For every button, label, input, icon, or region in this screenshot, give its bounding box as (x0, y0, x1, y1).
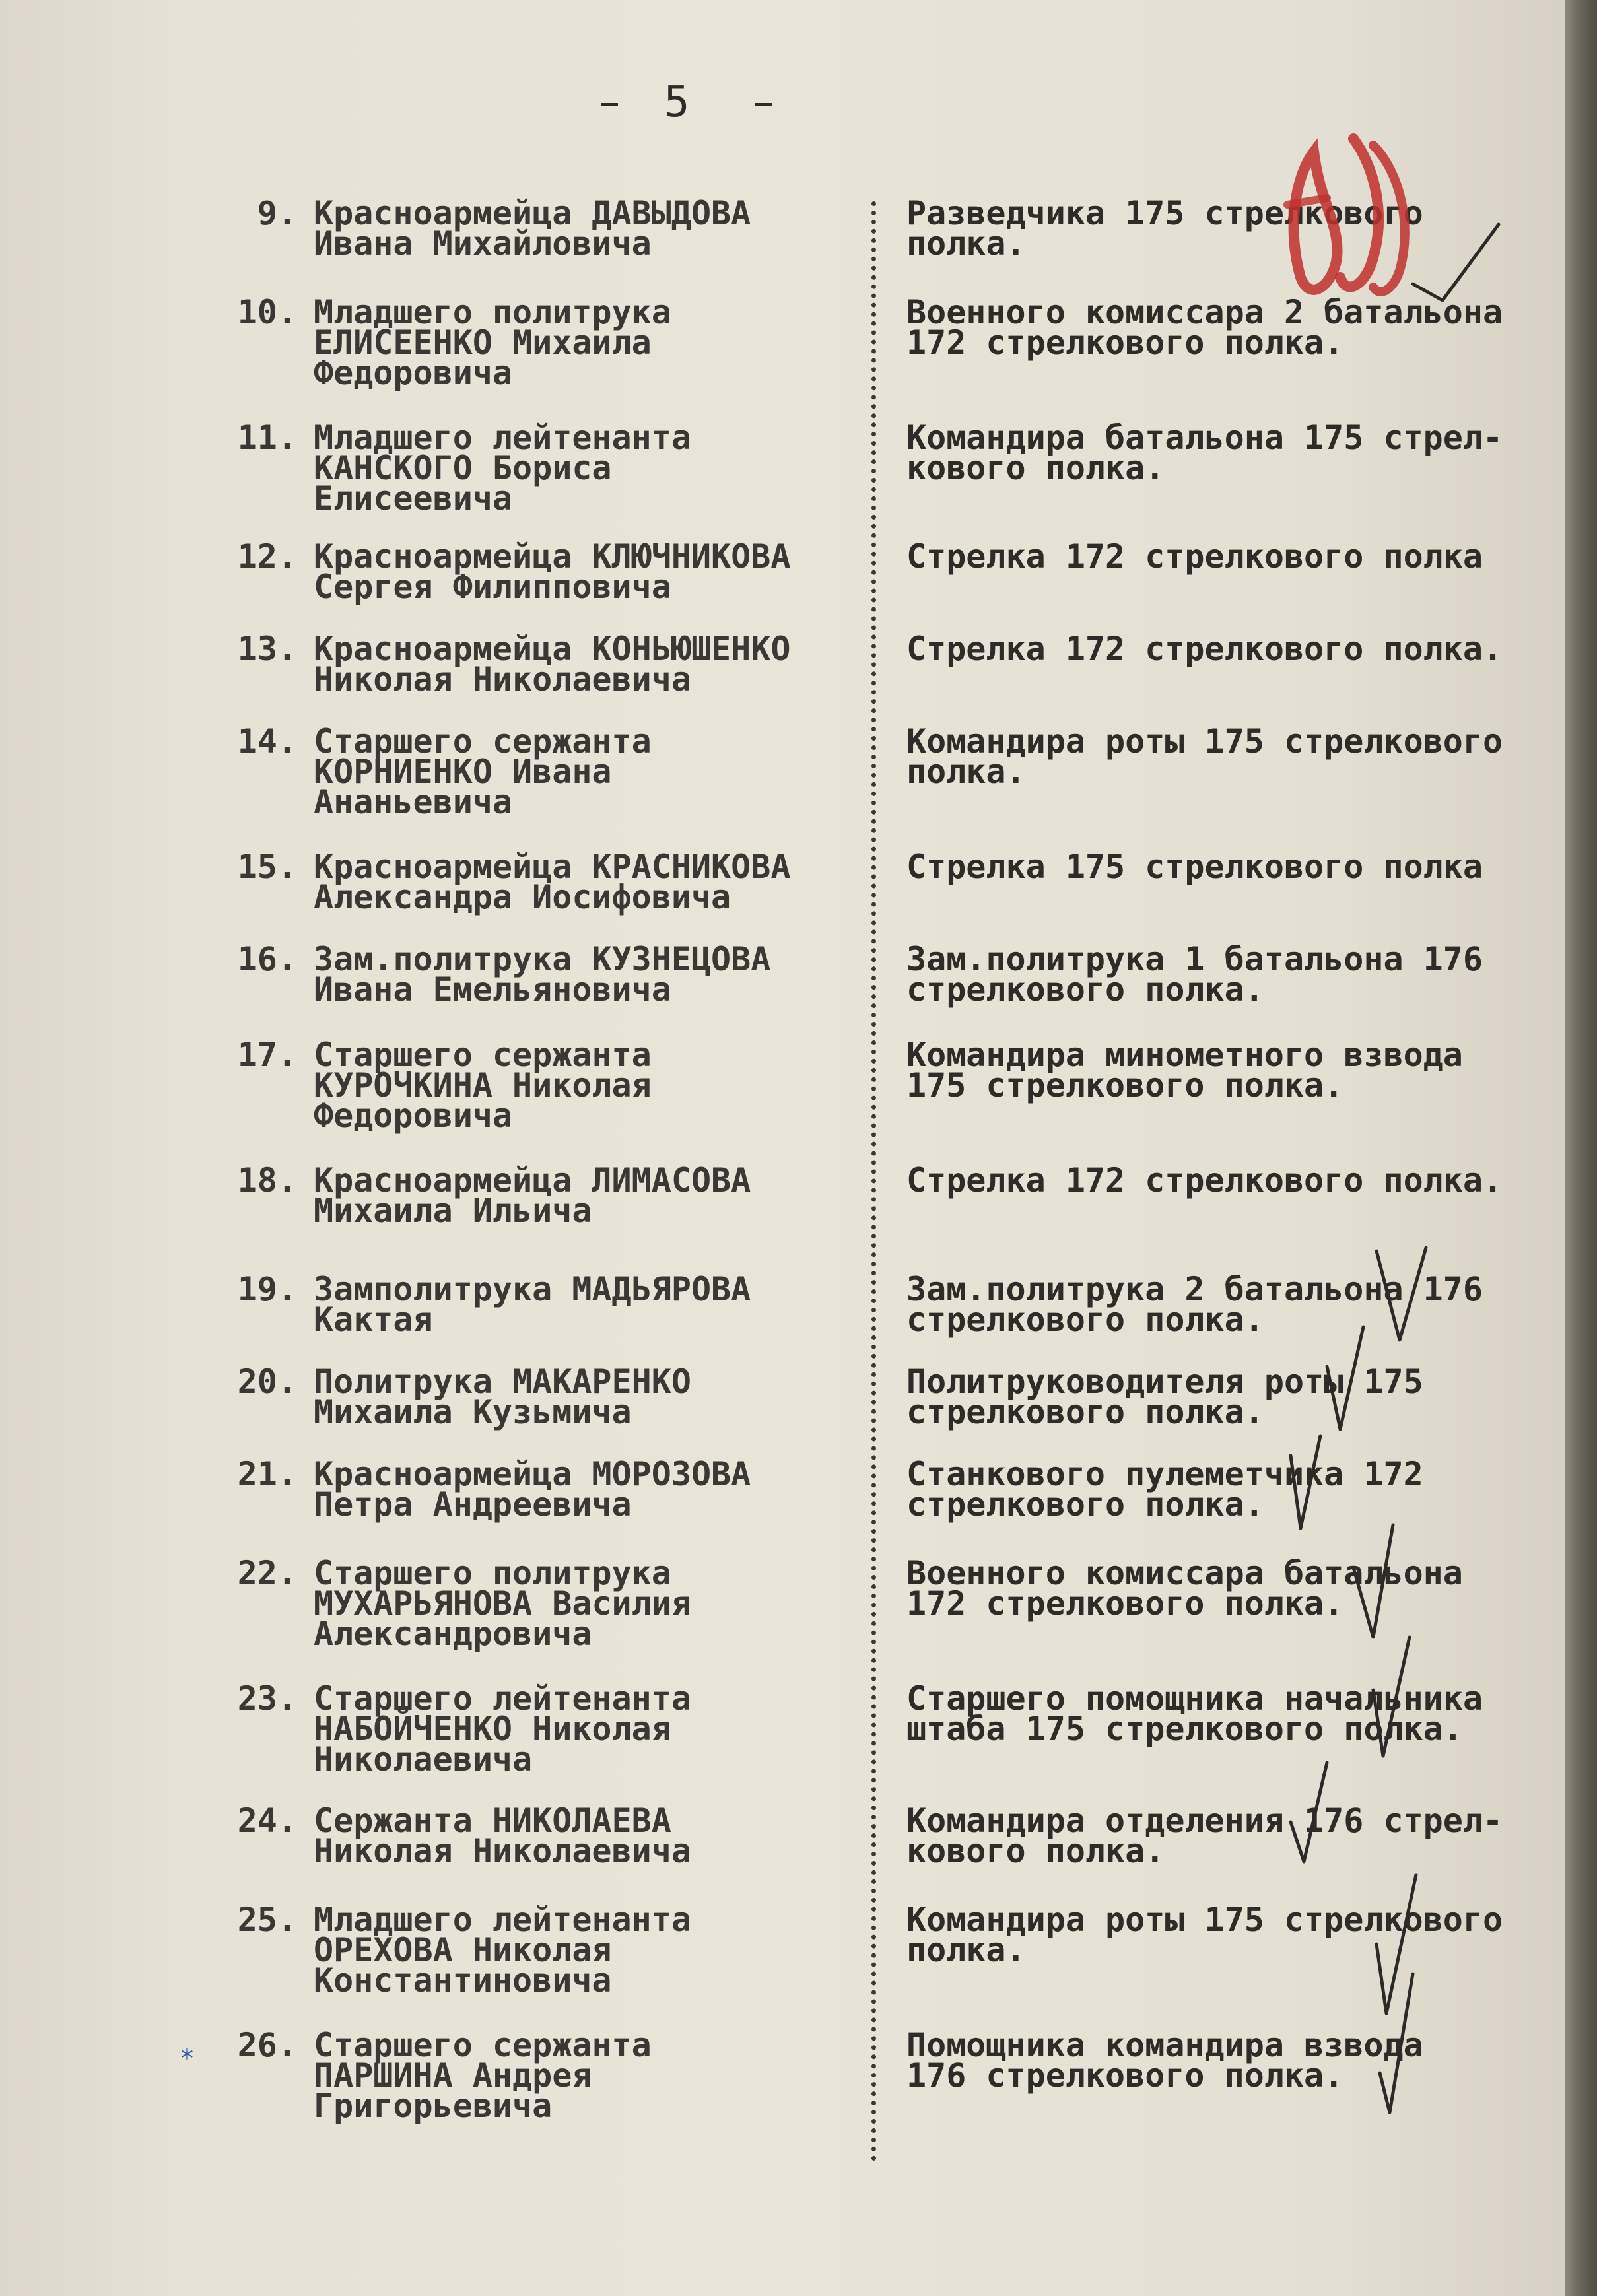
entry-position (906, 722, 1560, 791)
entry-number: 25. (237, 1901, 297, 1939)
entry-name-line: Федоровича (314, 354, 513, 392)
entry-name-line: НАБОЙЧЕНКО Николая (314, 1710, 671, 1748)
entry-position-line: Разведчика 175 стрелкового (906, 194, 1423, 232)
entry-name (314, 848, 868, 916)
entry-position-line: Старшего помощника начальника (906, 1679, 1483, 1718)
entry-name-line: Красноармейца ДАВЫДОВА (314, 194, 751, 232)
entry-name-line: Младшего политрука (314, 293, 671, 331)
entry-name-line: Политрука МАКАРЕНКО (314, 1363, 691, 1401)
entry-position-line: Командира минометного взвода (906, 1036, 1463, 1074)
page-edge-shadow (1565, 0, 1597, 2296)
entry-name (314, 1036, 868, 1135)
entry-position-line: Стрелка 175 стрелкового полка (906, 848, 1483, 886)
entry-number: 21. (237, 1455, 297, 1493)
entry-position-line: стрелкового полка. (906, 1485, 1264, 1524)
entry-position (906, 1679, 1560, 1748)
entry-position (906, 1455, 1560, 1524)
entry-position-line: Зам.политрука 1 батальона 176 (906, 940, 1483, 978)
entry-name (314, 630, 868, 698)
entry-position (906, 1901, 1560, 1969)
entry-name-line: Ивана Михайловича (314, 224, 652, 263)
entry-name-line: ОРЕХОВА Николая (314, 1931, 612, 1969)
entry-position (906, 848, 1560, 886)
entry-number: 16. (237, 940, 297, 978)
entry-name-line: Красноармейца КЛЮЧНИКОВА (314, 537, 791, 576)
entry-position (906, 194, 1560, 263)
red-handwritten-mark-icon (1274, 125, 1426, 323)
entry-name-line: Ананьевича (314, 783, 513, 821)
entry-name (314, 1802, 868, 1870)
entry-name (314, 1363, 868, 1431)
entry-name-line: Михаила Ильича (314, 1192, 592, 1230)
entry-number: 20. (237, 1363, 297, 1401)
entry-name (314, 940, 868, 1009)
entry-name (314, 1901, 868, 2000)
entry-position-line: Командира отделения 176 стрел- (906, 1802, 1503, 1840)
page-number-dash-left (601, 103, 618, 106)
entry-position-line: кового полка. (906, 449, 1165, 487)
entry-name-line: Николаевича (314, 1740, 533, 1778)
entry-position-line: стрелкового полка. (906, 970, 1264, 1009)
entry-number: 26. (237, 2026, 297, 2064)
entry-name-line: Старшего политрука (314, 1554, 671, 1592)
entry-name-line: Старшего сержанта (314, 722, 652, 760)
entry-name-line: Замполитрука МАДЬЯРОВА (314, 1270, 751, 1308)
entry-position (906, 537, 1560, 576)
entry-number: 12. (237, 537, 297, 576)
entry-name-line: Старшего сержанта (314, 2026, 652, 2064)
entry-name (314, 1554, 868, 1653)
entry-name-line: КОРНИЕНКО Ивана (314, 753, 612, 791)
blue-marker: * (180, 2044, 195, 2073)
entry-position-line: 176 стрелкового полка. (906, 2056, 1344, 2095)
entry-position (906, 1270, 1560, 1339)
entry-name-line: Красноармейца МОРОЗОВА (314, 1455, 751, 1493)
entry-name-line: Александровича (314, 1615, 592, 1653)
entry-position-line: 172 стрелкового полка. (906, 323, 1344, 362)
entry-name-line: Сержанта НИКОЛАЕВА (314, 1802, 671, 1840)
entry-name-line: Михаила Кузьмича (314, 1393, 632, 1431)
entry-name-line: Красноармейца ЛИМАСОВА (314, 1161, 751, 1199)
entry-name (314, 293, 868, 392)
entry-number: 18. (237, 1161, 297, 1199)
entry-name-line: КУРОЧКИНА Николая (314, 1066, 652, 1104)
entry-name-line: Николая Николаевича (314, 1832, 691, 1870)
entry-position-line: Командира роты 175 стрелкового (906, 1901, 1503, 1939)
entry-position (906, 1363, 1560, 1431)
page-number (541, 78, 832, 127)
entry-name-line: Александра Иосифовича (314, 878, 731, 916)
entry-name-line: Константиновича (314, 1961, 612, 2000)
entry-position-line: Стрелка 172 стрелкового полка. (906, 1161, 1503, 1199)
entry-position-line: 172 стрелкового полка. (906, 1584, 1344, 1623)
entry-name-line: Зам.политрука КУЗНЕЦОВА (314, 940, 771, 978)
entry-number: 23. (237, 1679, 297, 1718)
entry-number: 14. (237, 722, 297, 760)
entry-number: 17. (237, 1036, 297, 1074)
entry-position-line: Стрелка 172 стрелкового полка (906, 537, 1483, 576)
entry-name (314, 722, 868, 821)
entry-position-line: Помощника командира взвода (906, 2026, 1423, 2064)
entry-position-line: кового полка. (906, 1832, 1165, 1870)
entry-position-line: Политруководителя роты 175 (906, 1363, 1423, 1401)
entry-name-line: ЕЛИСЕЕНКО Михаила (314, 323, 652, 362)
entry-position (906, 2026, 1560, 2095)
entry-name-line: Григорьевича (314, 2087, 553, 2125)
entry-position (906, 630, 1560, 668)
entry-position-line: штаба 175 стрелкового полка. (906, 1710, 1463, 1748)
entry-name (314, 419, 868, 518)
entry-name-line: Кактая (314, 1300, 433, 1339)
entry-position-line: Станкового пулеметчика 172 (906, 1455, 1423, 1493)
entry-name-line: МУХАРЬЯНОВА Василия (314, 1584, 691, 1623)
entry-position-line: полка. (906, 1931, 1026, 1969)
entry-name-line: Николая Николаевича (314, 660, 691, 698)
entry-name-line: Елисеевича (314, 479, 513, 518)
entry-name-line: Младшего лейтенанта (314, 1901, 691, 1939)
entry-position-line: стрелкового полка. (906, 1300, 1264, 1339)
entry-position-line: стрелкового полка. (906, 1393, 1264, 1431)
entry-name-line: Красноармейца КРАСНИКОВА (314, 848, 791, 886)
entry-position-line: полка. (906, 753, 1026, 791)
entry-position-line: Командира роты 175 стрелкового (906, 722, 1503, 760)
entry-number: 9. (257, 194, 297, 232)
page-number-value: 5 (663, 78, 710, 127)
entry-name (314, 194, 868, 263)
entry-number: 22. (237, 1554, 297, 1592)
entry-position-line: Военного комиссара 2 батальона (906, 293, 1503, 331)
entry-position-line: полка. (906, 224, 1026, 263)
entry-number: 19. (237, 1270, 297, 1308)
entry-number: 10. (237, 293, 297, 331)
entry-position (906, 1161, 1560, 1199)
entry-position-line: Командира батальона 175 стрел- (906, 419, 1503, 457)
entry-name-line: Старшего лейтенанта (314, 1679, 691, 1718)
entry-name (314, 1161, 868, 1230)
entry-name-line: КАНСКОГО Бориса (314, 449, 612, 487)
entry-name-line: ПАРШИНА Андрея (314, 2056, 592, 2095)
entry-number: 15. (237, 848, 297, 886)
entry-name-line: Сергея Филипповича (314, 568, 671, 606)
entry-position (906, 1036, 1560, 1104)
entry-position (906, 1554, 1560, 1623)
column-divider (871, 201, 876, 2162)
entry-name-line: Красноармейца КОНЬЮШЕНКО (314, 630, 791, 668)
entry-position-line: Военного комиссара батальона (906, 1554, 1463, 1592)
page-number-dash-right (755, 103, 772, 106)
entry-name-line: Старшего сержанта (314, 1036, 652, 1074)
entry-position (906, 940, 1560, 1009)
entry-name-line: Ивана Емельяновича (314, 970, 671, 1009)
entry-position-line: Зам.политрука 2 батальона 176 (906, 1270, 1483, 1308)
entry-position (906, 1802, 1560, 1870)
entry-name (314, 1455, 868, 1524)
entry-name (314, 2026, 868, 2125)
entry-name (314, 1679, 868, 1778)
entry-number: 11. (237, 419, 297, 457)
entry-name-line: Федоровича (314, 1097, 513, 1135)
entry-number: 13. (237, 630, 297, 668)
entry-name (314, 537, 868, 606)
entry-position (906, 293, 1560, 362)
entry-name-line: Петра Андреевича (314, 1485, 632, 1524)
entry-position-line: 175 стрелкового полка. (906, 1066, 1344, 1104)
entry-position (906, 419, 1560, 487)
entry-number: 24. (237, 1802, 297, 1840)
entry-name-line: Младшего лейтенанта (314, 419, 691, 457)
entry-position-line: Стрелка 172 стрелкового полка. (906, 630, 1503, 668)
entry-name (314, 1270, 868, 1339)
